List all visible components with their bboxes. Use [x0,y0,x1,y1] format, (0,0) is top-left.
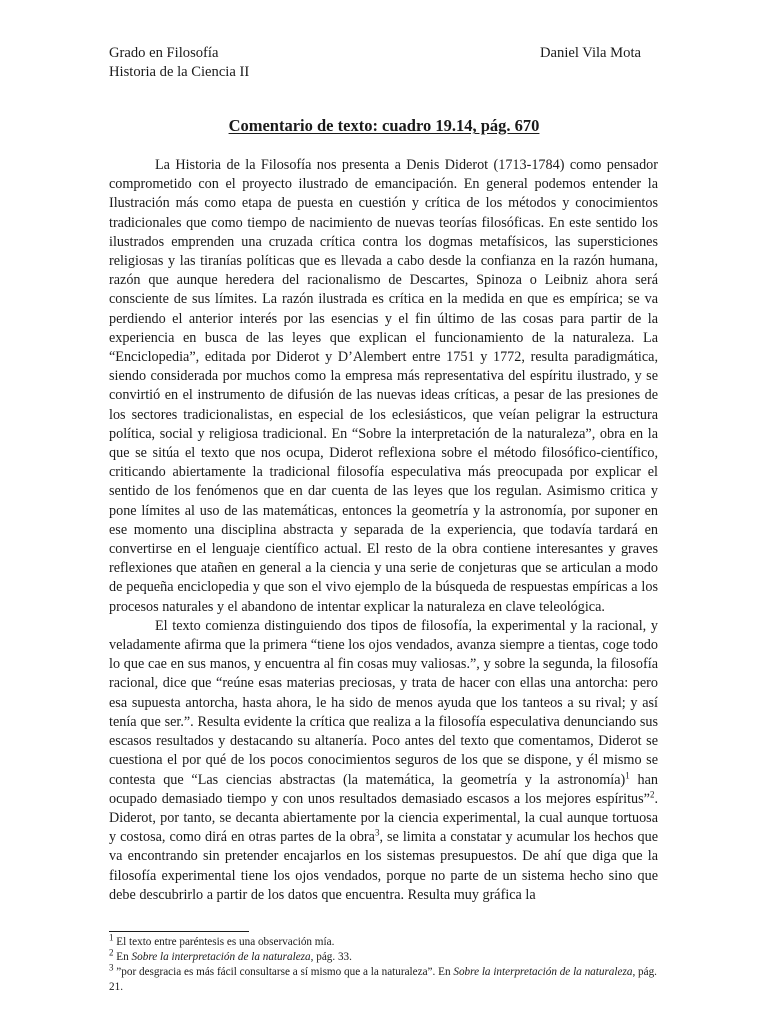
header-author: Daniel Vila Mota [540,45,641,61]
paragraph-2-part-c: . Diderot, por tanto, se decanta abiertamente por la ciencia experimental, la cual aunque tortuosa y costosa, como dirá en otras partes de la obra [109,790,658,846]
footnote-2 [109,947,658,965]
header-course-info [109,44,249,82]
footnote-separator [109,931,249,932]
footnote-3-number: 3 [109,962,114,973]
paragraph-2-part-d: , se limita a constatar y acumular los hechos que va encontrando sin pretender encajarlos en los sistemas presupuestos. De ahí que diga que la filosofía experimental tiene los ojos vendados, porque no parte de un sistema hecho sino que debe descubrirlo a partir de los datos que encuentra. Resulta muy gráfica la [109,829,658,903]
document-title: Comentario de texto: cuadro 19.14, pág. 670 [228,116,540,135]
paragraph-2-part-b: han ocupado demasiado tiempo y con unos resultados demasiado escasos a los mejores espíritus” [109,771,658,807]
footnote-3-book-title: Sobre la interpretación de la naturaleza [453,966,633,978]
footnote-2-prefix: En [116,951,132,963]
footnote-ref-1: 1 [625,769,630,780]
paragraph-2 [109,617,658,905]
document-body [109,156,658,905]
header-degree: Grado en Filosofía [109,45,219,61]
footnote-1-number: 1 [109,932,114,943]
footnote-3-quote: ”por desgracia es más fácil consultarse a sí mismo que a la naturaleza”. En [116,966,454,978]
footnote-2-page: , pág. 33. [310,951,352,963]
footnote-2-book-title: Sobre la interpretación de la naturaleza [131,951,311,963]
footnote-3-page: , pág. 21. [109,966,657,993]
header-subject: Historia de la Ciencia II [109,64,250,80]
footnote-1-text: El texto entre paréntesis es una observación mía. [116,936,335,948]
paragraph-1: La Historia de la Filosofía nos presenta a Denis Diderot (1713-1784) como pensador comprometido con el proyecto ilustrado de emancipación. En general podemos entender la Ilustración más como etapa de puesta en cuestión y crítica de los métodos y conocimientos tradicionales que como tiempo de nacimiento de nuevas teorías filosóficas. En este sentido los ilustrados emprenden una cruzada crítica contra los dogmas metafísicos, las supersticiones religiosas y las tiranías políticas que es llevada a cabo desde la confianza en la razón humana, razón que aunque heredera del racionalismo de Descartes, Spinoza o Leibniz ahora será consciente de sus límites. La razón ilustrada es crítica en la medida en que es empírica; se va perdiendo el anterior interés por las esencias y el fin último de las cosas para partir de la experiencia en busca de las leyes que explican el funcionamiento de la naturaleza. La “Enciclopedia”, editada por Diderot y D’Alembert entre 1751 y 1772, resulta paradigmática, siendo considerada por muchos como la empresa más representativa del espíritu ilustrado, y se convirtió en el instrumento de difusión de las nuevas ideas críticas, a pesar de las presiones de los sectores tradicionalistas, en especial de los eclesiásticos, que veían peligrar la estructura política, social y religiosa tradicional. En “Sobre la interpretación de la naturaleza”, obra en la que se sitúa el texto que nos ocupa, Diderot reflexiona sobre el método filosófico-científico, criticando abiertamente la tradicional filosofía especulativa más preocupada por explicar el sentido de los fenómenos que en dar cuenta de las leyes que los regulan. Asimismo critica y pone límites al uso de las matemáticas, entonces la geometría y la astronomía, por suponer en ese momento una disciplina abstracta y separada de la experiencia, que todavía tardará en convertirse en el lenguaje científico actual. El resto de la obra contiene interesantes y graves reflexiones que atañen en general a la ciencia y una serie de conjeturas que se articulan a modo de pequeña enciclopedia y que son el vivo ejemplo de la búsqueda de respuestas empíricas a los procesos naturales y el abandono de intentar explicar la naturaleza en clave teleológica. [109,157,658,615]
footnote-1 [109,932,658,950]
footnote-2-number: 2 [109,947,114,958]
paragraph-2-part-a: El texto comienza distinguiendo dos tipos de filosofía, la experimental y la racional, y veladamente afirma que la primera “tiene los ojos vendados, avanza siempre a tientas, coge todo lo que cae en sus manos, y encuentra al fin cosas muy valiosas.”, y sobre la segunda, la filosofía racional, dice que “reúne esas materias preciosas, y trata de hacer con ellas una antorcha: pero esa supuesta antorcha, hasta ahora, le ha sido de menos ayuda que los tanteos a su rival; y así tenía que ser.”. Resulta evidente la crítica que realiza a la filosofía especulativa denunciando sus escasos resultados y destacando su altanería. Poco antes del texto que comentamos, Diderot se cuestiona el por qué de los pocos conocimientos seguros de los que se dispone, y él mismo se contesta que “Las ciencias abstractas (la matemática, la geometría y la astronomía) [109,617,658,788]
footnote-ref-3: 3 [374,827,380,838]
document-title-wrap [0,116,768,136]
footnotes [109,932,658,995]
footnote-3 [109,962,658,995]
footnote-ref-2: 2 [649,788,655,799]
